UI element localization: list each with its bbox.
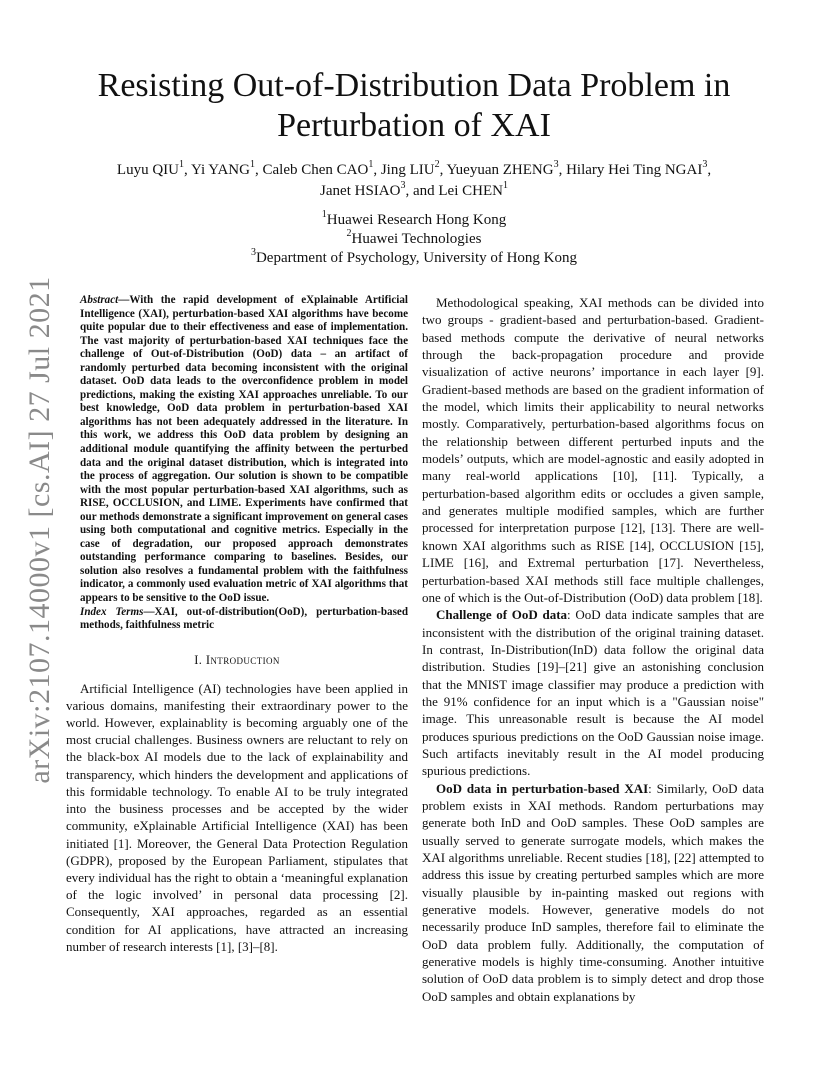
affiliation-name: Huawei Research Hong Kong [326,212,507,228]
author-affil-mark: 3 [553,159,559,170]
affiliation-name: Department of Psychology, University of Hong Kong [255,250,578,266]
affiliation [150,230,678,249]
body-paragraph [422,606,764,779]
author-affil-mark: 1 [249,159,255,170]
author: Yi YANG [190,162,250,178]
author: Janet HSIAO [320,183,401,199]
arxiv-watermark: arXiv:2107.14000v1 [cs.AI] 27 Jul 2021 [23,276,56,784]
paragraph-text: : OoD data indicate samples that are inconsistent with the distribution of the original training dataset. In contrast, In-Distribution(InD) data follow the original data distribution. Studies [19]–[21] give an astonishing conclusion that the MNIST image classifier may produce a prediction with the 91% confidence for an input which is a "Gaussian noise" image. This unreasonable result is because the AI model produces spurious predictions on the OoD Gaussian noise image. Such artifacts inevitably result in the AI model producing spurious predictions. [422,607,765,779]
affiliation-name: Huawei Technologies [351,231,482,247]
affiliation-list [150,211,678,268]
paragraph-text: : Similarly, OoD data problem exists in XAI methods. Random perturbations may generate both InD and OoD samples. These OoD samples are usually served to generate surrogate models, which makes the XAI algorithms unreliable. Recent studies [18], [22] attempted to address this issue by creating perturbed samples which are more visually plausible by in-painting masked out regions with generative models. However, generative models do not necessarily produce InD samples, therefore fail to eliminate the OoD data problem fully. Additionally, the computation of generative models is highly time-consuming. Another intuitive solution of OoD data problem is to simply detect and drop those OoD samples and obtain explanations by [422,780,764,1004]
affil-mark: 3 [250,247,256,258]
affiliation [150,249,678,268]
author: Caleb Chen CAO [262,162,369,178]
index-terms-text: XAI, out-of-distribution(OoD), perturbation-based methods, faithfulness metric [80,605,408,632]
paragraph-lead: OoD data in perturbation-based XAI [436,780,649,796]
author: Lei CHEN [438,183,503,199]
abstract: Abstract—With the rapid development of eXplainable Artificial Intelligence (XAI), perturbation-based XAI algorithms have become quite popular due to their effectiveness and ease of implementation. The vast majority of perturbation-based XAI techniques face the challenge of Out-of-Distribution (OoD) data – an artifact of randomly perturbed data becoming inconsistent with the original dataset. OoD data leads to the overconfidence problem in model predictions, making the existing XAI approaches unreliable. To our best knowledge, OoD data problem in perturbation-based XAI algorithms has not been adequately addressed in the literature. In this work, we address this OoD data problem by designing an additional module quantifying the affinity between the perturbed data and the original dataset distribution, which is integrated into the process of aggregation. Our solution is shown to be compatible with the most popular perturbation-based XAI algorithms, such as RISE, OCCLUSION, and LIME. Experiments have confirmed that our methods demonstrate a significant improvement on general cases using both computational and cognitive metrics. Especially in the case of degradation, our proposed approach demonstrates outstanding performance comparing to baselines. Besides, our solution also resolves a fundamental problem with the faithfulness indicator, a commonly used evaluation metric of XAI algorithms that appears to be sensitive to the OoD issue. [80,294,408,605]
affil-mark: 2 [346,228,352,239]
author: Hilary Hei Ting NGAI [566,162,703,178]
author: Jing LIU [380,162,435,178]
affil-mark: 1 [321,209,327,220]
abstract-text: With the rapid development of eXplainable Artificial Intelligence (XAI), perturbation-based XAI algorithms have become quite popular due to their effectiveness and ease of implementation. The vast majority of perturbation-based XAI techniques face the challenge of Out-of-Distribution (OoD) data – an artifact of randomly perturbed data becoming inconsistent with the original dataset. OoD data leads to the overconfidence problem in model predictions, making the existing XAI approaches unreliable. To our best knowledge, OoD data problem in perturbation-based XAI algorithms has not been adequately addressed in the literature. In this work, we address this OoD data problem by designing an additional module quantifying the affinity between the perturbed data and the original dataset distribution, which is integrated into the process of aggregation. Our solution is shown to be compatible with the most popular perturbation-based XAI algorithms, such as RISE, OCCLUSION, and LIME. Experiments have confirmed that our methods demonstrate a significant improvement on general cases using both computational and cognitive metrics. Especially in the case of degradation, our proposed approach demonstrates outstanding performance comparing to baselines. Besides, our solution also resolves a fundamental problem with the faithfulness indicator, a commonly used evaluation metric of XAI algorithms that appears to be sensitive to the OoD issue. [80,294,408,605]
paper-title: Resisting Out-of-Distribution Data Problem in Perturbation of XAI [97,67,731,144]
index-terms: Index Terms—XAI, out-of-distribution(OoD), perturbation-based methods, faithfulness metric [80,605,408,632]
paragraph-text: Methodological speaking, XAI methods can be divided into two groups - gradient-based and perturbation-based. Gradient-based methods compute the derivative of neural networks through the back-propagation procedure and provide visualization of active neurons’ importance in each layer [9]. Gradient-based methods are based on the gradient information of the model, which limits their applicability to neural networks mostly. Comparatively, perturbation-based algorithms focus on the relationship between different perturbed inputs and the models’ outputs, which are model-agnostic and easily adopted in many real-world applications [10], [11]. Typically, a perturbation-based algorithm edits or occludes a given sample, and generates multiple modified samples, which are further processed for interpretation purpose [12], [13]. There are well-known XAI algorithms such as RISE [14], OCCLUSION [15], LIME [16], and Extremal perturbation [17]. Nevertheless, perturbation-based XAI methods still face multiple challenges, one of which is the Out-of-Distribution (OoD) data problem [18]. [422,295,764,605]
right-column [422,294,764,1005]
left-column [66,294,408,955]
author: Yueyuan ZHENG [446,162,554,178]
paragraph-lead: Challenge of OoD data [436,607,568,623]
body-paragraph [422,780,764,1005]
section-title: Introduction [205,652,280,667]
intro-paragraph: Artificial Intelligence (AI) technologies have been applied in various domains, manifesting their extraordinary power to the world. However, explainablity is becoming arguably one of the most crucial challenges. Business owners are reluctant to rely on the black-box AI models due to the lack of explainability and transparency, which hinders the development and applications of this formidable technology. To enable AI to be truly integrated into the business processes and be accepted by the wider community, eXplainable Artificial Intelligence (XAI) has been initiated [1]. Moreover, the General Data Protection Regulation (GDPR), proposed by the European Parliament, stipulates that every individual has the right to obtain a ‘meaningful explanation of the logic involved’ in personal data processing [2]. Consequently, XAI approaches, regarded as an essential condition for AI applications, have attracted an increasing number of research interests [1], [3]–[8]. [66,680,408,954]
author-affil-mark: 1 [368,159,374,170]
author-affil-mark: 3 [702,159,708,170]
section-number: I. [194,652,203,667]
section-heading [66,653,408,668]
abstract-label: Abstract [80,294,119,306]
author-affil-mark: 1 [178,159,184,170]
author-list: Luyu QIU$^1$, Yi YANG$^1$, Caleb Chen CAO$^1$, Jing LIU$^2$, Yueyuan ZHENG$^3$, Hilary Hei Ting NGAI$^3$, Janet HSIAO$^3$, and Lei CHEN$^1$ [116,159,712,199]
index-terms-label: Index Terms [80,605,144,618]
body-paragraph [422,294,764,606]
author-affil-mark: 2 [434,159,440,170]
author: Luyu QIU [116,162,179,178]
affiliation [150,211,678,230]
author-affil-mark: 1 [502,180,508,191]
author-affil-mark: 3 [400,180,406,191]
